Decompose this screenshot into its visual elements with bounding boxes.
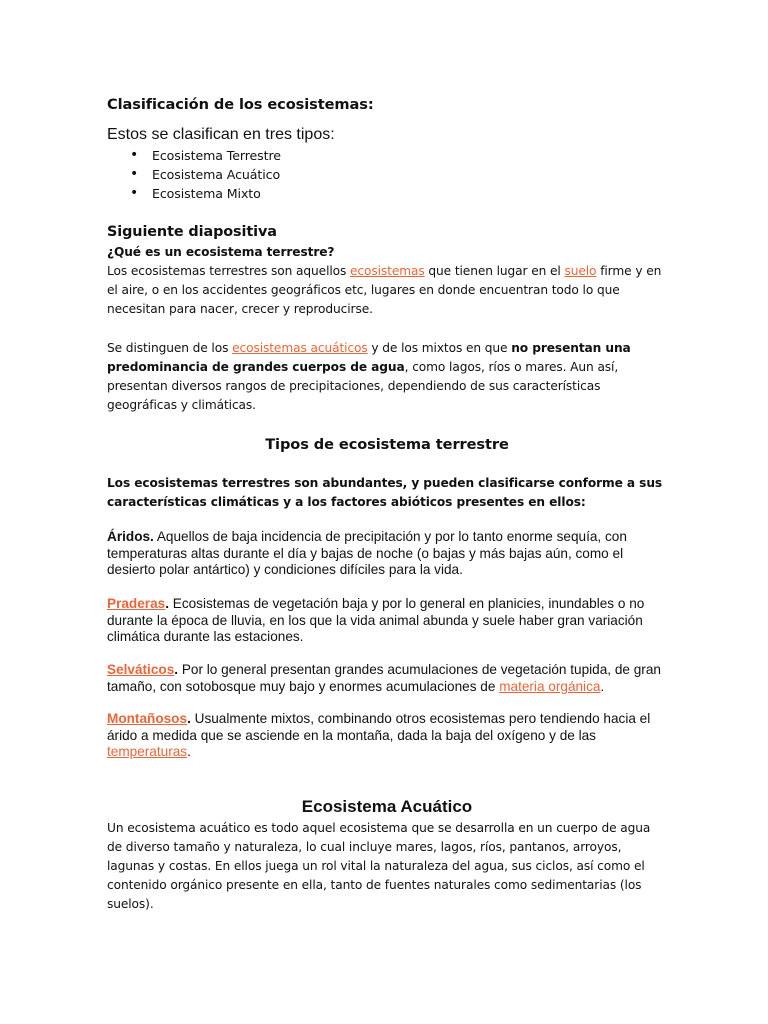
montanosos-paragraph (107, 711, 667, 761)
list-item: • Ecosistema Mixto (130, 184, 690, 203)
text-run: . (174, 662, 179, 677)
text-run: . (187, 711, 191, 726)
acuatico-heading: Ecosistema Acuático (301, 797, 473, 816)
aridos-label: Áridos. (107, 529, 154, 544)
intro-text: Estos se clasifican en tres tipos: (107, 126, 335, 143)
tipos-heading: Tipos de ecosistema terrestre (265, 436, 509, 453)
text-run: y de los mixtos en que (367, 341, 512, 355)
temperaturas-link[interactable]: temperaturas (107, 744, 188, 759)
text-run: . (165, 596, 169, 611)
text-run: firme y en el aire, o en los accidentes geográficos etc, lugares en donde encuentran todo lo que necesitan para nacer, crecer y reproducirse. (107, 264, 662, 316)
aridos-paragraph (107, 529, 667, 579)
materia-organica-link[interactable]: materia orgánica (499, 678, 601, 694)
praderas-paragraph (107, 596, 667, 646)
text-run: Usualmente mixtos, combinando otros ecosistemas pero tendiendo hacia el árido a medida que se asciende en la montaña, dada la baja del oxígeno y de las (107, 711, 651, 743)
montanosos-link[interactable]: Montañosos (107, 711, 188, 726)
acuatico-paragraph: Un ecosistema acuático es todo aquel ecosistema que se desarrolla en un cuerpo de agua de diverso tamaño y naturaleza, lo cual incluye mares, lagos, ríos, pantanos, arroyos, lagunas y costas. En ellos juega un rol vital la naturaleza del agua, sus ciclos, así como el contenido orgánico presente en ella, tanto de fuentes naturales como sedimentarias (los suelos). (107, 821, 651, 911)
next-slide-heading: Siguiente diapositiva (107, 224, 277, 240)
terrestre-section (107, 243, 667, 319)
bold-run: no presentan una predominancia de grandes cuerpos de agua (107, 341, 631, 374)
types-list (130, 146, 690, 203)
selvaticos-paragraph (107, 662, 667, 695)
ecosistemas-acuaticos-link[interactable]: ecosistemas acuáticos (232, 341, 368, 355)
text-run: Los ecosistemas terrestres son aquellos (107, 264, 351, 278)
text-run: que tienen lugar en el (424, 264, 565, 278)
text-run: Por lo general presentan grandes acumulaciones de vegetación tupida, de gran tamaño, con sotobosque muy bajo y enormes acumulaciones de (107, 662, 661, 694)
selvaticos-link[interactable]: Selváticos (107, 662, 175, 677)
list-item: • Ecosistema Acuático (130, 165, 690, 184)
terrestre-paragraph-1 (107, 262, 667, 319)
list-item: • Ecosistema Terrestre (130, 146, 690, 165)
tipos-lead: Los ecosistemas terrestres son abundantes, y pueden clasificarse conforme a sus características climáticas y a los factores abióticos presentes en ellos: (107, 476, 663, 509)
terrestre-paragraph-2 (107, 339, 667, 415)
text-run: Aquellos de baja incidencia de precipitación y por lo tanto enorme sequía, con temperaturas altas durante el día y bajas de noche (o bajas y más bajas aún, como el desierto polar antártico) y condiciones difíciles para la vida. (107, 529, 627, 577)
text-run: . (600, 678, 605, 694)
text-run: Se distinguen de los (107, 341, 233, 355)
ecosistemas-link[interactable]: ecosistemas (350, 264, 425, 278)
page-title: Clasificación de los ecosistemas: (107, 96, 374, 113)
praderas-link[interactable]: Praderas (107, 596, 166, 611)
text-run: . (187, 744, 191, 759)
text-run: Ecosistemas de vegetación baja y por lo general en planicies, inundables o no durante la época de lluvia, en los que la vida animal abunda y suele haber gran variación climática durante las estaciones. (107, 596, 645, 644)
suelo-link[interactable]: suelo (564, 264, 597, 278)
terrestre-question: ¿Qué es un ecosistema terrestre? (107, 245, 335, 259)
text-run: , como lagos, ríos o mares. Aun así, presentan diversos rangos de precipitaciones, dependiendo de sus características geográficas y climáticas. (107, 360, 619, 412)
